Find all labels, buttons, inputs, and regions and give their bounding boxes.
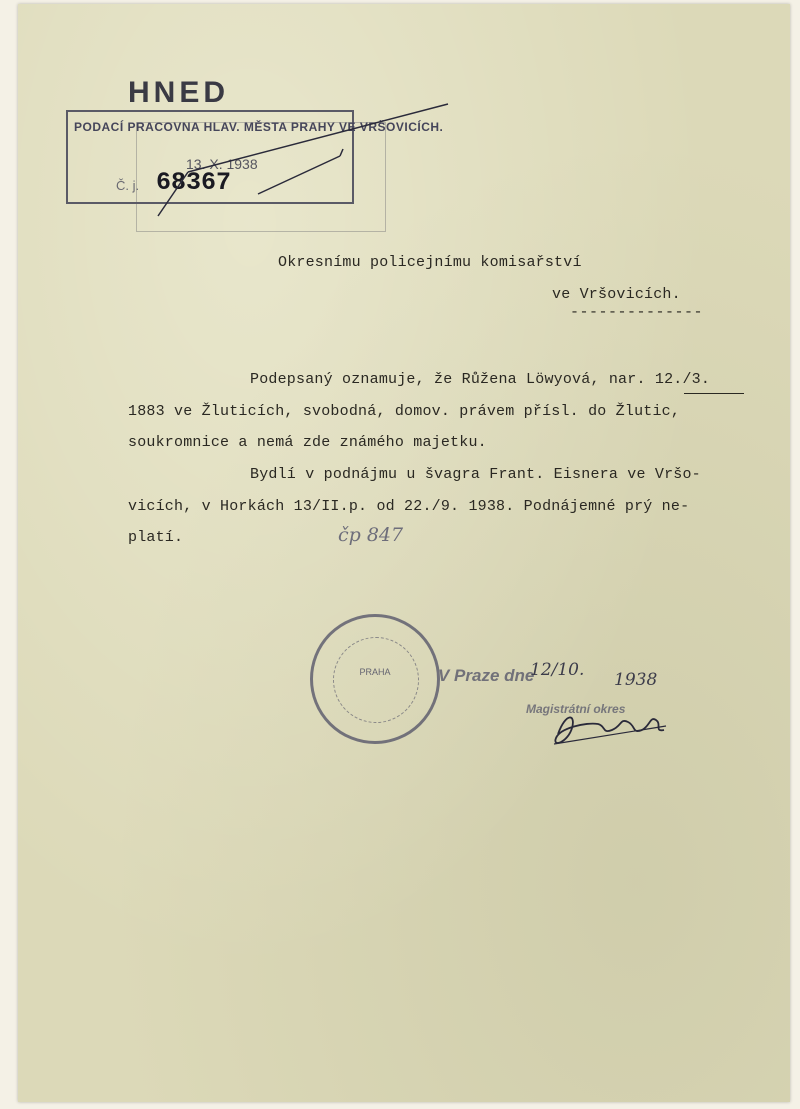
recipient-line-1: Okresnímu policejnímu komisařství	[278, 254, 582, 271]
registry-number-prefix: Č. j.	[116, 178, 140, 193]
birthdate-underline	[684, 393, 744, 394]
registry-number: 68367	[156, 168, 232, 197]
body-line-6: platí.	[128, 529, 184, 546]
place-date-stamp: V Praze dne	[438, 666, 535, 685]
round-seal-stamp	[310, 614, 440, 744]
office-stamp: Magistrátní okres	[526, 702, 626, 716]
registry-office-name: PODACÍ PRACOVNA HLAV. MĚSTA PRAHY VE VRŠOVICÍCH.	[74, 120, 444, 134]
document-page	[18, 4, 790, 1102]
registry-date: 13. X. 1938	[186, 156, 258, 172]
handwritten-note: čp 847	[338, 524, 404, 546]
registry-stamp	[66, 110, 444, 204]
body-line-1: Podepsaný oznamuje, že Růžena Löwyová, nar. 12./3.	[250, 371, 711, 388]
seal-inner-ring	[333, 637, 419, 723]
body-line-3: soukromnice a nemá zde známého majetku.	[128, 434, 487, 451]
body-line-2: 1883 ve Žluticích, svobodná, domov. právem přísl. do Žlutic,	[128, 403, 681, 420]
handwritten-year: 1938	[614, 670, 658, 690]
urgent-stamp: HNED	[128, 76, 230, 109]
body-line-4: Bydlí v podnájmu u švagra Frant. Eisnera ve Vršo-	[250, 466, 701, 483]
recipient-line-2: ve Vršovicích.	[552, 286, 681, 303]
seal-text: PRAHA	[359, 667, 391, 677]
recipient-underline: --------------	[570, 304, 704, 321]
body-line-5: vicích, v Horkách 13/II.p. od 22./9. 1938. Podnájemné prý ne-	[128, 498, 690, 515]
handwritten-date: 12/10.	[530, 660, 585, 680]
